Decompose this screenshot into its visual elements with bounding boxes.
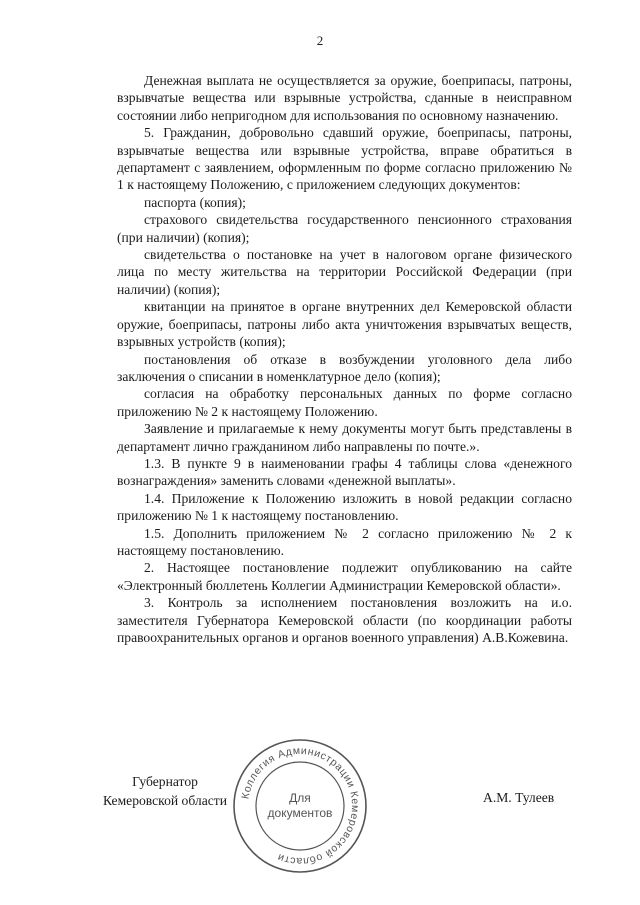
page-number: 2: [316, 33, 324, 48]
svg-text:документов: документов: [267, 806, 333, 820]
paragraph: квитанции на принятое в органе внутренних дел Кемеровской области оружие, боеприпасы, патроны либо акта уничтожения взрывчатых веществ, взрывных устройств (копия);: [117, 299, 572, 350]
signatory-title-line2: Кемеровской области: [102, 793, 227, 808]
paragraph: свидетельства о постановке на учет в налоговом органе физического лица по месту жительства на территории Российской Федерации (при наличии) (копия);: [117, 247, 572, 297]
document-body: [117, 72, 572, 646]
paragraph: 5. Гражданин, добровольно сдавший оружие, боеприпасы, патроны, взрывчатые вещества или взрывные устройства, вправе обратиться в департамент с заявлением, оформленным по форме согласно приложению № 1 к настоящему Положению, с приложением следующих документов:: [117, 125, 572, 193]
paragraph: 1.4. Приложение к Положению изложить в новой редакции согласно приложению № 1 к настоящему постановлению.: [117, 490, 572, 524]
paragraph: Заявление и прилагаемые к нему документы могут быть представлены в департамент лично гражданином либо направлены по почте.».: [117, 421, 572, 454]
paragraph: 1.5. Дополнить приложением № 2 согласно приложению № 2 к настоящему постановлению.: [117, 525, 572, 558]
paragraph: согласия на обработку персональных данных по форме согласно приложению № 2 к настоящему Положению.: [117, 386, 572, 419]
paragraph: Денежная выплата не осуществляется за оружие, боеприпасы, патроны, взрывчатые вещества или взрывные устройства, сданные в неисправном состоянии либо непригодном для использования по основному назначению.: [117, 73, 572, 123]
svg-text:Коллегия Администрации Кемеров: Коллегия Администрации Кемеровской области: [239, 744, 362, 868]
official-seal-stamp: [230, 736, 370, 876]
signature-block: [0, 744, 640, 872]
paragraph: страхового свидетельства государственного пенсионного страхования (при наличии) (копия);: [117, 212, 572, 245]
paragraph: 3. Контроль за исполнением постановления возложить на и.о. заместителя Губернатора Кемеровской области (по координации работы правоохранительных органов и органов военного управления) А.В.Кожевина.: [117, 595, 572, 645]
paragraph: паспорта (копия);: [144, 194, 246, 210]
svg-text:Для: Для: [289, 791, 311, 805]
signatory-title: [90, 772, 240, 810]
signatory-name: А.М. Тулеев: [483, 790, 555, 805]
paragraph: постановления об отказе в возбуждении уголовного дела либо заключения о списании в номенклатурное дело (копия);: [117, 351, 572, 384]
paragraph: 1.3. В пункте 9 в наименовании графы 4 таблицы слова «денежного вознаграждения» заменить словами «денежной выплаты».: [117, 455, 572, 489]
signatory-title-line1: Губернатор: [132, 774, 198, 789]
paragraph: 2. Настоящее постановление подлежит опубликованию на сайте «Электронный бюллетень Коллегии Администрации Кемеровской области».: [117, 560, 572, 593]
